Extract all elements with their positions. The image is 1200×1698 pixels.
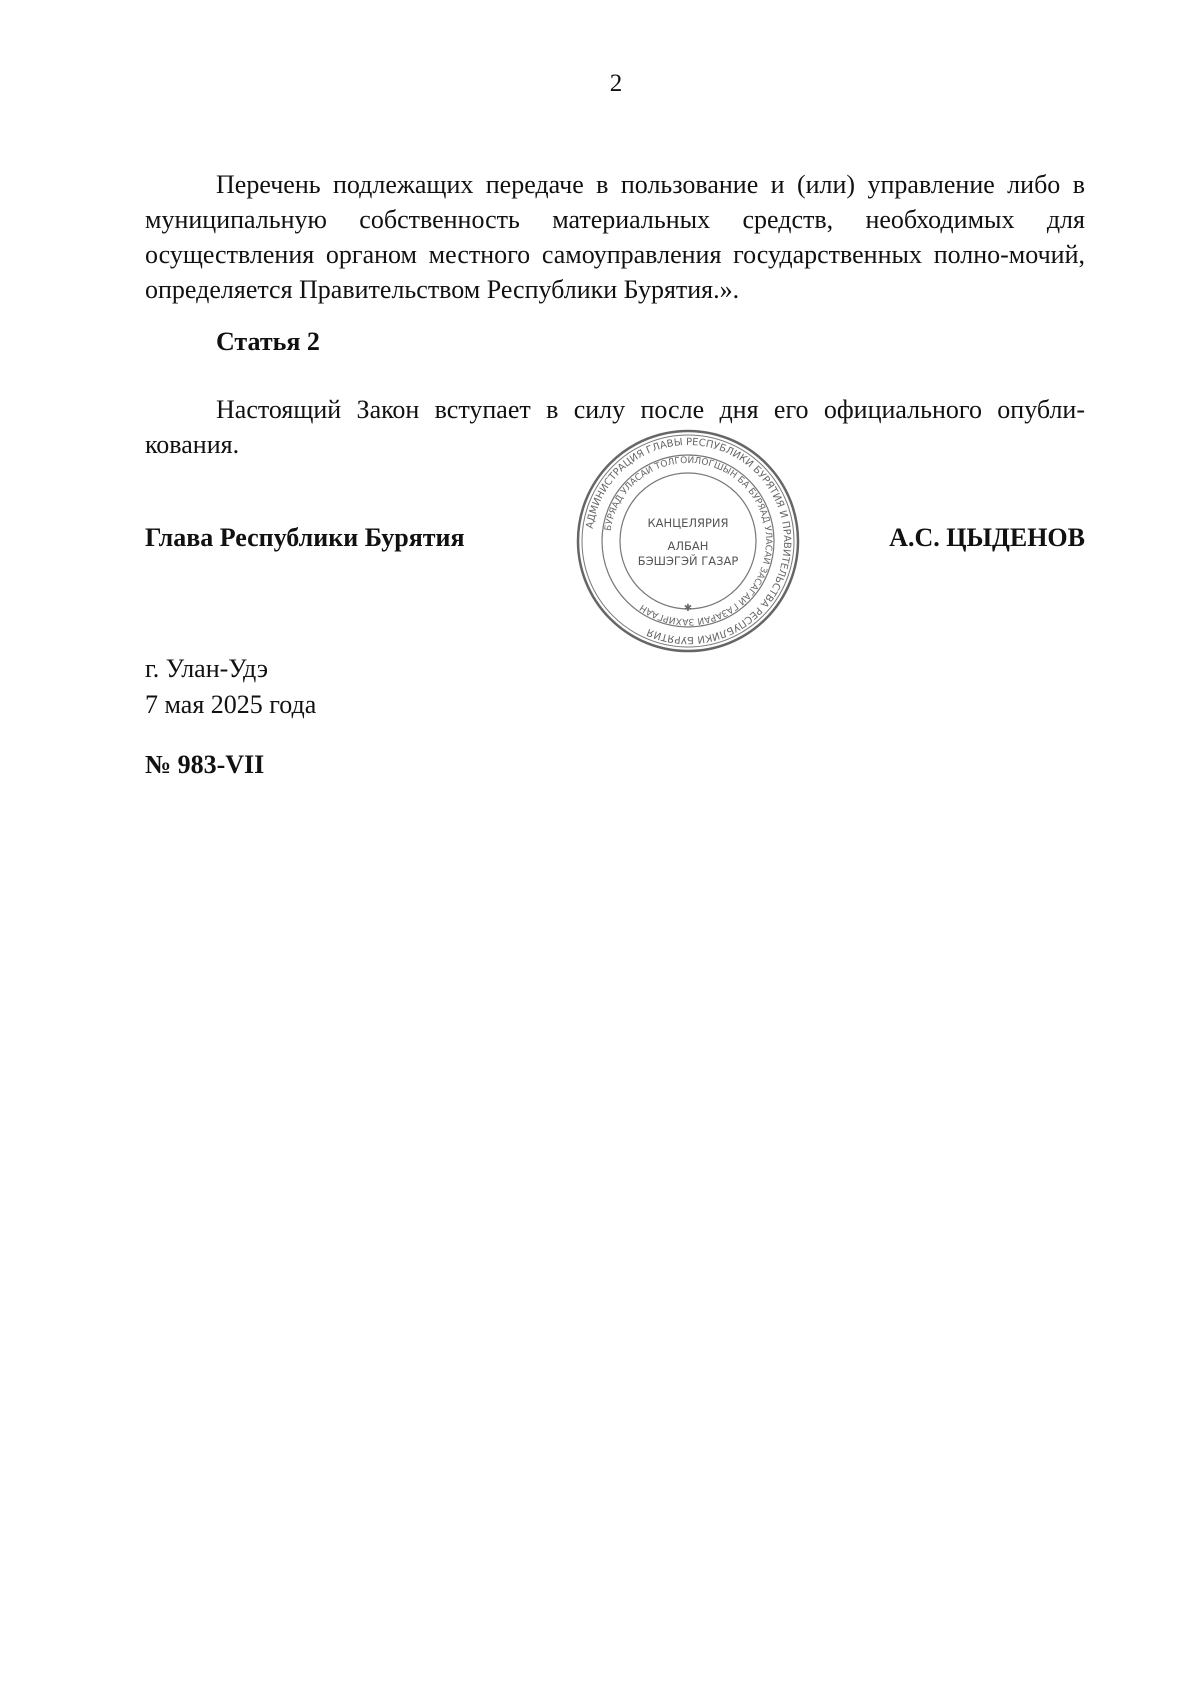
signing-place: г. Улан-Удэ <box>145 654 269 683</box>
paragraph-effective-text: Настоящий Закон вступает в силу после дня его официального опубли-кования. <box>145 395 1085 459</box>
signatory-name: А.С. ЦЫДЕНОВ <box>889 523 1085 552</box>
paragraph-materials-text: Перечень подлежащих передаче в пользование и (или) управление либо в муниципальную собственность материальных средств, необходимых для осуществления органом местного самоуправления государственных полно-мочий, определяется Правительством Республики Бурятия.». <box>145 170 1085 304</box>
seal-inner-text: БУРЯАД УЛАСАЙ ТОЛГОЙЛОГШЫН БА БУРЯАД УЛАСАЙ ЗАСАГАЙ ГАЗАРАЙ ЗАХИРГААН <box>603 455 774 627</box>
seal-star-icon: ✱ <box>683 603 693 614</box>
seal-center-line1: КАНЦЕЛЯРИЯ <box>647 516 729 530</box>
paragraph-materials <box>145 167 1085 307</box>
signing-place-date <box>145 651 316 723</box>
signing-date: 7 мая 2025 года <box>145 690 317 719</box>
signatory-position: Глава Республики Бурятия <box>145 523 465 552</box>
official-seal <box>575 428 801 654</box>
article-heading: Статья 2 <box>216 327 320 356</box>
document-number: № 983-VII <box>145 750 265 779</box>
seal-outer-text: АДМИНИСТРАЦИЯ ГЛАВЫ РЕСПУБЛИКИ БУРЯТИЯ И ПРАВИТЕЛЬСТВА РЕСПУБЛИКИ БУРЯТИЯ <box>584 436 793 646</box>
seal-center-line2: АЛБАН <box>667 539 709 553</box>
seal-center-line3: БЭШЭГЭЙ ГАЗАР <box>637 554 739 568</box>
page-number: 2 <box>609 70 623 97</box>
